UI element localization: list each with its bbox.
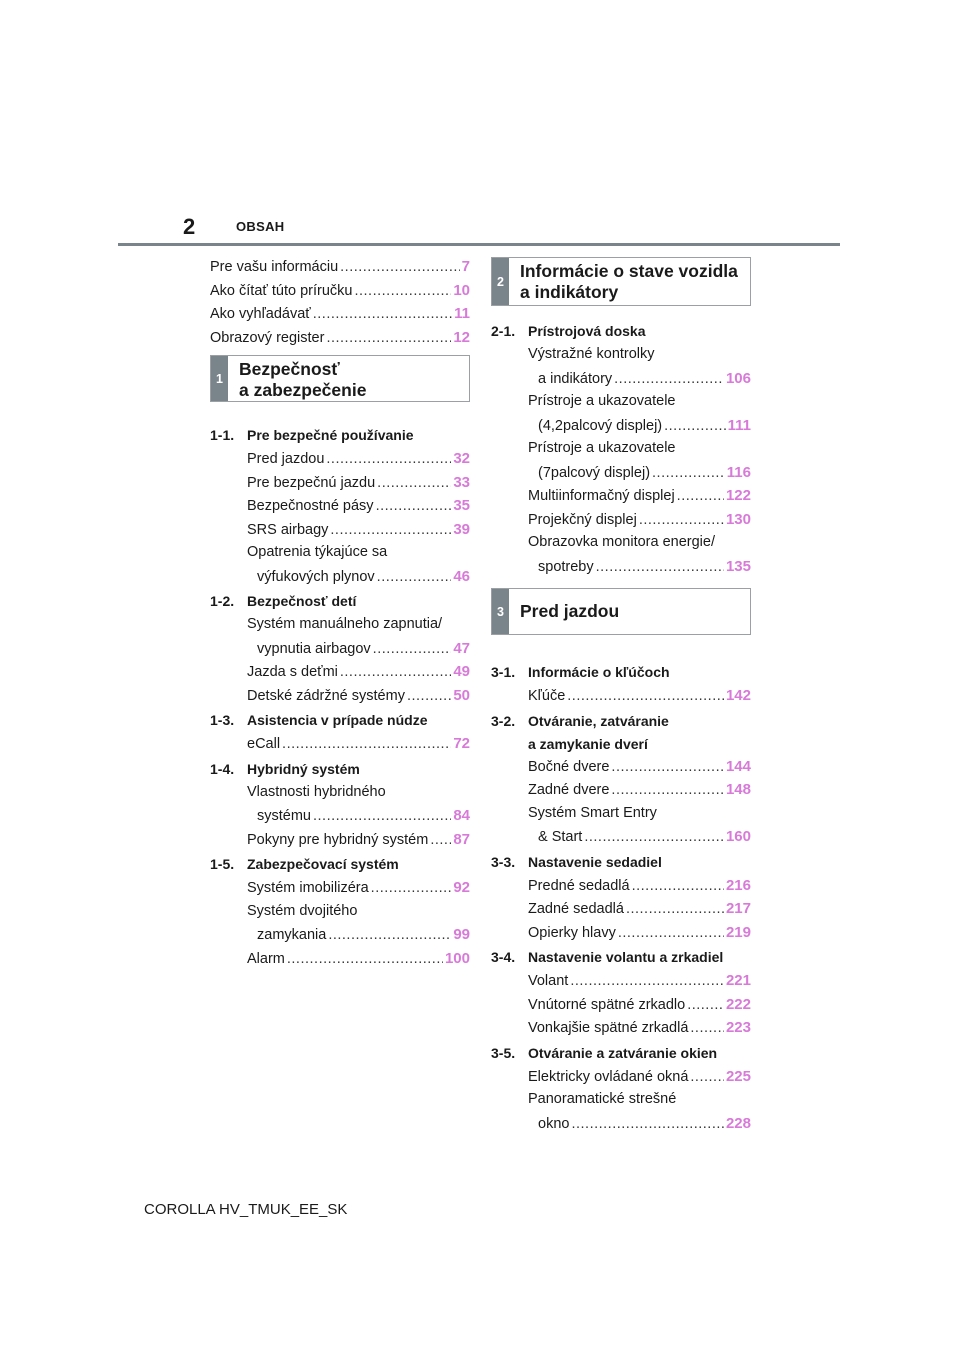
page-link[interactable]: 219 xyxy=(725,923,751,941)
chapter-2-box[interactable] xyxy=(491,257,751,306)
toc-entry-label[interactable]: Opatrenia týkajúce sa xyxy=(247,544,388,560)
chapter-3-box[interactable] xyxy=(491,588,751,635)
page-link[interactable]: 111 xyxy=(727,416,751,434)
toc-entry[interactable]: a indikátory ..... 106 xyxy=(491,367,751,391)
page-link[interactable]: 33 xyxy=(453,473,470,491)
toc-entry[interactable]: Predné sedadlá ..... 216 xyxy=(491,874,751,898)
toc-entry[interactable]: Pred jazdou ..... 32 xyxy=(210,447,470,471)
section-heading[interactable]: 1-5. Zabezpečovací systém xyxy=(210,856,399,872)
page-link[interactable]: 87 xyxy=(453,830,470,848)
page-link[interactable]: 46 xyxy=(453,567,470,585)
toc-entry-label[interactable]: Prístroje a ukazovatele xyxy=(528,440,676,456)
page-link[interactable]: 84 xyxy=(453,807,470,824)
toc-entry[interactable]: okno ..... 228 xyxy=(491,1112,751,1136)
toc-entry[interactable]: spotreby ..... 135 xyxy=(491,555,751,579)
toc-entry-label[interactable]: Vlastnosti hybridného xyxy=(247,783,386,800)
section-heading[interactable]: 1-1. Pre bezpečné používanie xyxy=(210,427,414,443)
section-heading[interactable]: 2-1. Prístrojová doska xyxy=(491,323,646,339)
page-link[interactable]: 122 xyxy=(725,487,751,504)
toc-entry[interactable]: Volant ..... 221 xyxy=(491,969,751,993)
toc-left-column xyxy=(210,255,470,970)
section-heading-cont[interactable]: a zamykanie dverí xyxy=(528,735,648,752)
toc-entry[interactable]: Bočné dvere ..... 144 xyxy=(491,755,751,779)
section-heading[interactable]: 1-2. Bezpečnosť detí xyxy=(210,593,357,609)
toc-entry[interactable]: Opierky hlavy ..... 219 xyxy=(491,921,751,945)
page-link[interactable]: 135 xyxy=(725,557,751,575)
chapter-tab: 3 xyxy=(492,589,509,634)
page-link[interactable]: 144 xyxy=(725,757,751,775)
page-link[interactable]: 130 xyxy=(725,510,751,528)
page-link[interactable]: 100 xyxy=(444,949,470,967)
toc-entry[interactable]: Zadné dvere ..... 148 xyxy=(491,778,751,802)
page-link[interactable]: 35 xyxy=(453,497,470,514)
header-rule xyxy=(118,243,840,246)
chapter-tab: 1 xyxy=(211,356,228,401)
toc-entry-label[interactable]: Systém dvojitého xyxy=(247,902,358,919)
toc-entry[interactable]: Vnútorné spätné zrkadlo ..... 222 xyxy=(491,993,751,1017)
page-link[interactable]: 142 xyxy=(725,687,751,704)
page-link[interactable]: 11 xyxy=(454,305,470,322)
page-link[interactable]: 39 xyxy=(453,520,470,538)
toc-entry[interactable]: (4,2palcový displej) ..... 111 xyxy=(491,414,751,438)
toc-entry[interactable]: Detské zádržné systémy ..... 50 xyxy=(210,684,470,708)
toc-right-column xyxy=(491,257,751,1135)
toc-entry[interactable]: výfukových plynov ..... 46 xyxy=(210,565,470,589)
toc-entry[interactable]: Pre bezpečnú jazdu ..... 33 xyxy=(210,471,470,495)
page-link[interactable]: 216 xyxy=(725,876,751,894)
page-link[interactable]: 32 xyxy=(453,450,470,467)
toc-entry-label[interactable]: Prístroje a ukazovatele xyxy=(528,393,676,409)
section-heading[interactable]: 3-5. Otváranie a zatváranie okien xyxy=(491,1044,718,1061)
toc-entry[interactable]: Systém imobilizéra ..... 92 xyxy=(210,876,470,900)
page-link[interactable]: 221 xyxy=(725,972,751,989)
toc-entry[interactable]: (7palcový displej) ..... 116 xyxy=(491,461,751,485)
toc-entry[interactable]: Projekčný displej ..... 130 xyxy=(491,508,751,532)
section-heading[interactable]: 1-4. Hybridný systém xyxy=(210,760,360,777)
toc-entry[interactable]: Elektricky ovládané okná ..... 225 xyxy=(491,1065,751,1089)
chapter-title: Informácie o stave vozidla a indikátory xyxy=(520,261,738,302)
toc-entry[interactable]: Obrazový register ..... 12 xyxy=(210,326,470,350)
toc-entry[interactable]: Kľúče ..... 142 xyxy=(491,684,751,708)
toc-entry[interactable]: Ako čítať túto príručku ..... 10 xyxy=(210,279,470,303)
page-number: 2 xyxy=(183,214,196,239)
toc-entry[interactable]: zamykania ..... 99 xyxy=(210,923,470,947)
page-link[interactable]: 99 xyxy=(453,926,470,943)
page-link[interactable]: 92 xyxy=(453,879,470,896)
toc-entry[interactable]: vypnutia airbagov ..... 47 xyxy=(210,637,470,661)
page-link[interactable]: 222 xyxy=(725,995,751,1013)
toc-entry[interactable]: Pre vašu informáciu ..... 7 xyxy=(210,255,470,279)
toc-entry[interactable]: SRS airbagy ..... 39 xyxy=(210,518,470,542)
chapter-tab: 2 xyxy=(492,258,509,305)
section-heading[interactable]: 3-3. Nastavenie sedadiel xyxy=(491,853,662,870)
page-link[interactable]: 148 xyxy=(725,781,751,798)
toc-entry[interactable]: Bezpečnostné pásy ..... 35 xyxy=(210,494,470,518)
toc-entry-label[interactable]: Systém Smart Entry xyxy=(528,804,657,821)
toc-entry[interactable]: Jazda s deťmi ..... 49 xyxy=(210,660,470,684)
header-title: OBSAH xyxy=(236,219,285,234)
toc-entry[interactable]: eCall ..... 72 xyxy=(210,732,470,756)
toc-entry-label[interactable]: Panoramatické strešné xyxy=(528,1091,677,1107)
toc-entry[interactable]: Multiinformačný displej ..... 122 xyxy=(491,484,751,508)
toc-entry[interactable]: Vonkajšie spätné zrkadlá ..... 223 xyxy=(491,1016,751,1040)
toc-entry[interactable]: Alarm ..... 100 xyxy=(210,947,470,971)
section-heading[interactable]: 3-4. Nastavenie volantu a zrkadiel xyxy=(491,949,724,965)
page-link[interactable]: 72 xyxy=(453,735,470,752)
section-heading[interactable]: 1-3. Asistencia v prípade núdze xyxy=(210,712,428,728)
page-link[interactable]: 228 xyxy=(725,1114,751,1132)
chapter-title: Pred jazdou xyxy=(520,601,620,621)
page-link[interactable]: 223 xyxy=(725,1019,751,1036)
page-link[interactable]: 7 xyxy=(461,258,470,275)
toc-entry[interactable]: Pokyny pre hybridný systém ..... 87 xyxy=(210,828,470,852)
page-link[interactable]: 106 xyxy=(725,369,751,387)
page-link[interactable]: 47 xyxy=(453,639,470,657)
toc-entry[interactable]: & Start ..... 160 xyxy=(491,825,751,849)
toc-entry[interactable]: Zadné sedadlá ..... 217 xyxy=(491,897,751,921)
toc-entry[interactable]: systému ..... 84 xyxy=(210,804,470,828)
page-link[interactable]: 12 xyxy=(453,328,470,346)
chapter-1-box[interactable] xyxy=(210,355,470,402)
footer-doc-code: COROLLA HV_TMUK_EE_SK xyxy=(144,1201,348,1218)
chapter-title: Bezpečnosť a zabezpečenie xyxy=(239,359,367,400)
page-link[interactable]: 217 xyxy=(725,900,751,917)
toc-entry-label[interactable]: Výstražné kontrolky xyxy=(528,346,655,362)
section-heading[interactable]: 3-1. Informácie o kľúčoch xyxy=(491,664,670,680)
section-heading[interactable]: 3-2. Otváranie, zatváranie xyxy=(491,712,669,729)
page-link[interactable]: 49 xyxy=(453,663,470,680)
page-link[interactable]: 160 xyxy=(725,828,751,845)
page-link[interactable]: 116 xyxy=(726,463,751,481)
page-link[interactable]: 225 xyxy=(725,1067,751,1085)
page-link[interactable]: 10 xyxy=(453,281,470,299)
page-link[interactable]: 50 xyxy=(453,686,470,704)
toc-entry[interactable]: Ako vyhľadávať ..... 11 xyxy=(210,302,470,326)
toc-entry-label[interactable]: Obrazovka monitora energie/ xyxy=(528,534,715,550)
toc-entry-label[interactable]: Systém manuálneho zapnutia/ xyxy=(247,616,443,632)
